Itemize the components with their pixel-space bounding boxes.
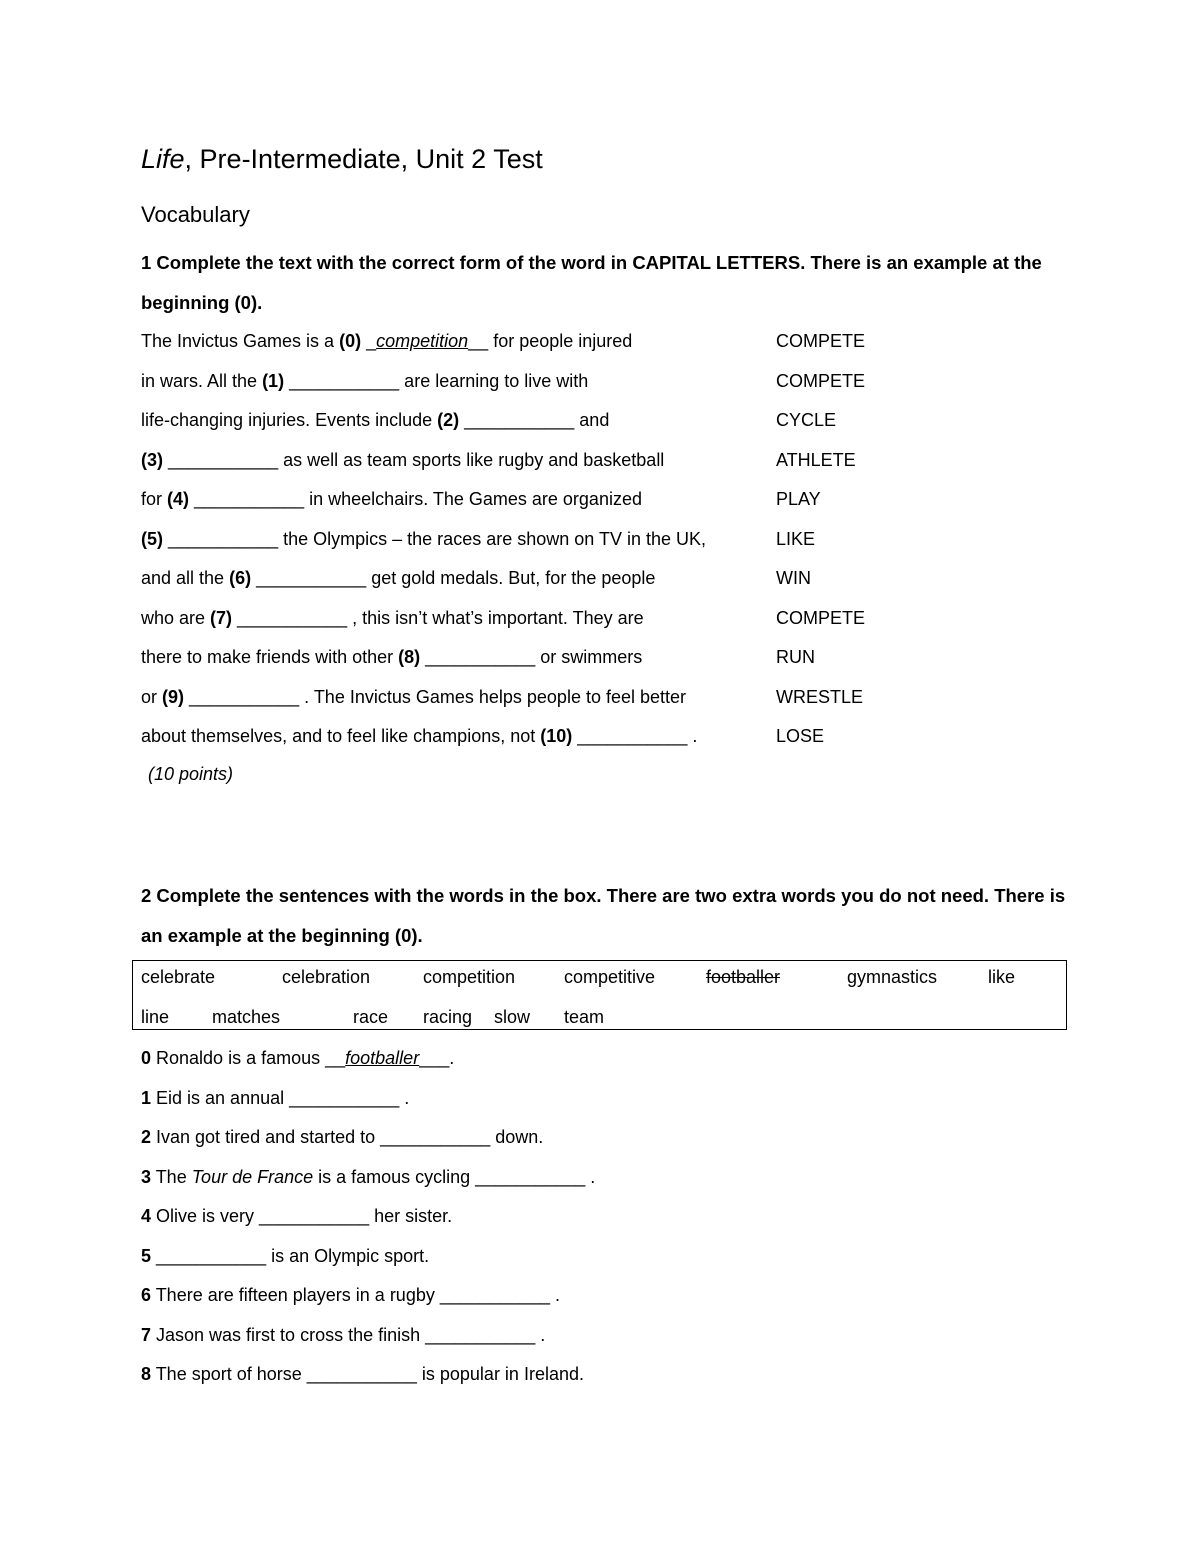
line-number: (5) (141, 529, 163, 549)
ex1-line (141, 371, 588, 392)
box-word: celebration (282, 967, 371, 987)
capital-word: ATHLETE (776, 450, 856, 470)
sentence-text: ___. (419, 1048, 455, 1068)
sentence-text: Olive is very ___________ her sister. (151, 1206, 453, 1226)
sentence-text: Jason was first to cross the finish ___________ . (151, 1325, 546, 1345)
line-number: (7) (210, 608, 233, 628)
points-label: (10 points) (148, 764, 234, 784)
box-word: gymnastics (847, 967, 938, 987)
capital-word: COMPETE (776, 608, 866, 628)
ex2-sentence (141, 1246, 429, 1267)
line-text: ___________ . The Invictus Games helps people to feel better (184, 687, 687, 707)
example-answer: competition (376, 331, 469, 351)
box-word: matches (212, 1007, 281, 1027)
exercise-1-instruction: 1 Complete the text with the correct form of the word in CAPITAL LETTERS. There is an example at the beginning (0). (141, 252, 1042, 313)
ex2-sentence (141, 1364, 584, 1385)
box-word: competition (423, 967, 516, 987)
ex2-sentence (141, 1127, 543, 1148)
ex1-line (141, 647, 642, 668)
line-text: in wars. All the (141, 371, 263, 391)
line-text: ___________ the Olympics – the races are shown on TV in the UK, (163, 529, 706, 549)
line-text: ___________ in wheelchairs. The Games are organized (189, 489, 642, 509)
line-number: (9) (162, 687, 185, 707)
ex1-line (141, 687, 686, 708)
ex1-line (141, 450, 664, 471)
line-text: for people injured (488, 331, 633, 351)
box-word: competitive (564, 967, 656, 987)
ex2-sentence (141, 1325, 545, 1346)
sentence-text: Eid is an annual ___________ . (151, 1088, 410, 1108)
line-text: ___________ and (459, 410, 610, 430)
line-text: and all the (141, 568, 230, 588)
line-text: about themselves, and to feel like champions, not (141, 726, 541, 746)
ex1-line (141, 529, 706, 550)
capital-word: LIKE (776, 529, 816, 549)
ex1-line: The Invictus Games is a (0) _competition__ for people injured (141, 331, 633, 351)
line-text: for (141, 489, 168, 509)
box-word-example: footballer (706, 967, 781, 987)
ex1-line (141, 608, 644, 629)
box-word: slow (494, 1007, 531, 1027)
ex1-line (141, 568, 655, 589)
sentence-text: is a famous cycling ___________ . (313, 1167, 596, 1187)
capital-word: COMPETE (776, 371, 866, 391)
line-number: (10) (540, 726, 573, 746)
sentence-number: 8 (141, 1364, 152, 1384)
capital-word: WIN (776, 568, 811, 588)
sentence-text: The (151, 1167, 192, 1187)
ex1-line (141, 489, 642, 510)
sentence-text: Ivan got tired and started to ___________ down. (151, 1127, 544, 1147)
line-number: (3) (141, 450, 163, 470)
line-text: ___________ are learning to live with (284, 371, 589, 391)
ex1-line (141, 726, 697, 747)
ex2-sentence (141, 1088, 409, 1109)
line-number: (6) (229, 568, 252, 588)
ex2-sentence (141, 1285, 560, 1306)
sentence-number: 6 (141, 1285, 152, 1305)
capital-word: CYCLE (776, 410, 837, 430)
page-title (141, 144, 543, 175)
ex2-sentence (141, 1167, 595, 1188)
sentence-number: 5 (141, 1246, 152, 1266)
sentence-number: 4 (141, 1206, 152, 1226)
sentence-number: 1 (141, 1088, 152, 1108)
title-italic: Life (141, 144, 185, 174)
line-text: ___________ as well as team sports like rugby and basketball (163, 450, 665, 470)
sentence-number: 2 (141, 1127, 152, 1147)
line-text: ___________ get gold medals. But, for the people (251, 568, 656, 588)
capital-word: WRESTLE (776, 687, 864, 707)
line-text: life-changing injuries. Events include (141, 410, 438, 430)
box-word: line (141, 1007, 170, 1027)
sentence-text: Ronaldo is a famous __ (151, 1048, 346, 1068)
line-number: (8) (398, 647, 421, 667)
box-word: celebrate (141, 967, 216, 987)
line-text: who are (141, 608, 211, 628)
sentence-text: The sport of horse ___________ is popular in Ireland. (151, 1364, 584, 1384)
line-text: ___________ or swimmers (420, 647, 643, 667)
sentence-number: 7 (141, 1325, 152, 1345)
section-heading: Vocabulary (141, 202, 250, 227)
line-number: (1) (262, 371, 285, 391)
capital-word: RUN (776, 647, 815, 667)
line-text: ___________ . (572, 726, 698, 746)
title-rest: , Pre-Intermediate, Unit 2 Test (184, 144, 543, 174)
box-word: like (988, 967, 1016, 987)
line-number: (0) (339, 331, 362, 351)
line-text: or (141, 687, 163, 707)
capital-word: COMPETE (776, 331, 866, 351)
line-number: (2) (437, 410, 460, 430)
sentence-text: There are fifteen players in a rugby ___________ . (151, 1285, 560, 1305)
box-word: racing (423, 1007, 473, 1027)
ex2-sentence (141, 1048, 454, 1069)
word-box (132, 960, 1067, 1030)
box-word: team (564, 1007, 605, 1027)
line-text: ___________ , this isn’t what’s important. They are (232, 608, 644, 628)
line-number: (4) (167, 489, 190, 509)
line-text: there to make friends with other (141, 647, 399, 667)
ex2-sentence (141, 1206, 452, 1227)
exercise-2-instruction: 2 Complete the sentences with the words in the box. There are two extra words you do not need. There is an example at the beginning (0). (141, 885, 1066, 946)
sentence-number: 0 (141, 1048, 152, 1068)
italic-title: Tour de France (191, 1167, 314, 1187)
capital-word: PLAY (776, 489, 821, 509)
capital-word: LOSE (776, 726, 825, 746)
sentence-text: ___________ is an Olympic sport. (151, 1246, 430, 1266)
example-answer: footballer (345, 1048, 420, 1068)
box-word: race (353, 1007, 389, 1027)
ex1-line (141, 410, 609, 431)
sentence-number: 3 (141, 1167, 152, 1187)
line-text: The Invictus Games is a (141, 331, 340, 351)
